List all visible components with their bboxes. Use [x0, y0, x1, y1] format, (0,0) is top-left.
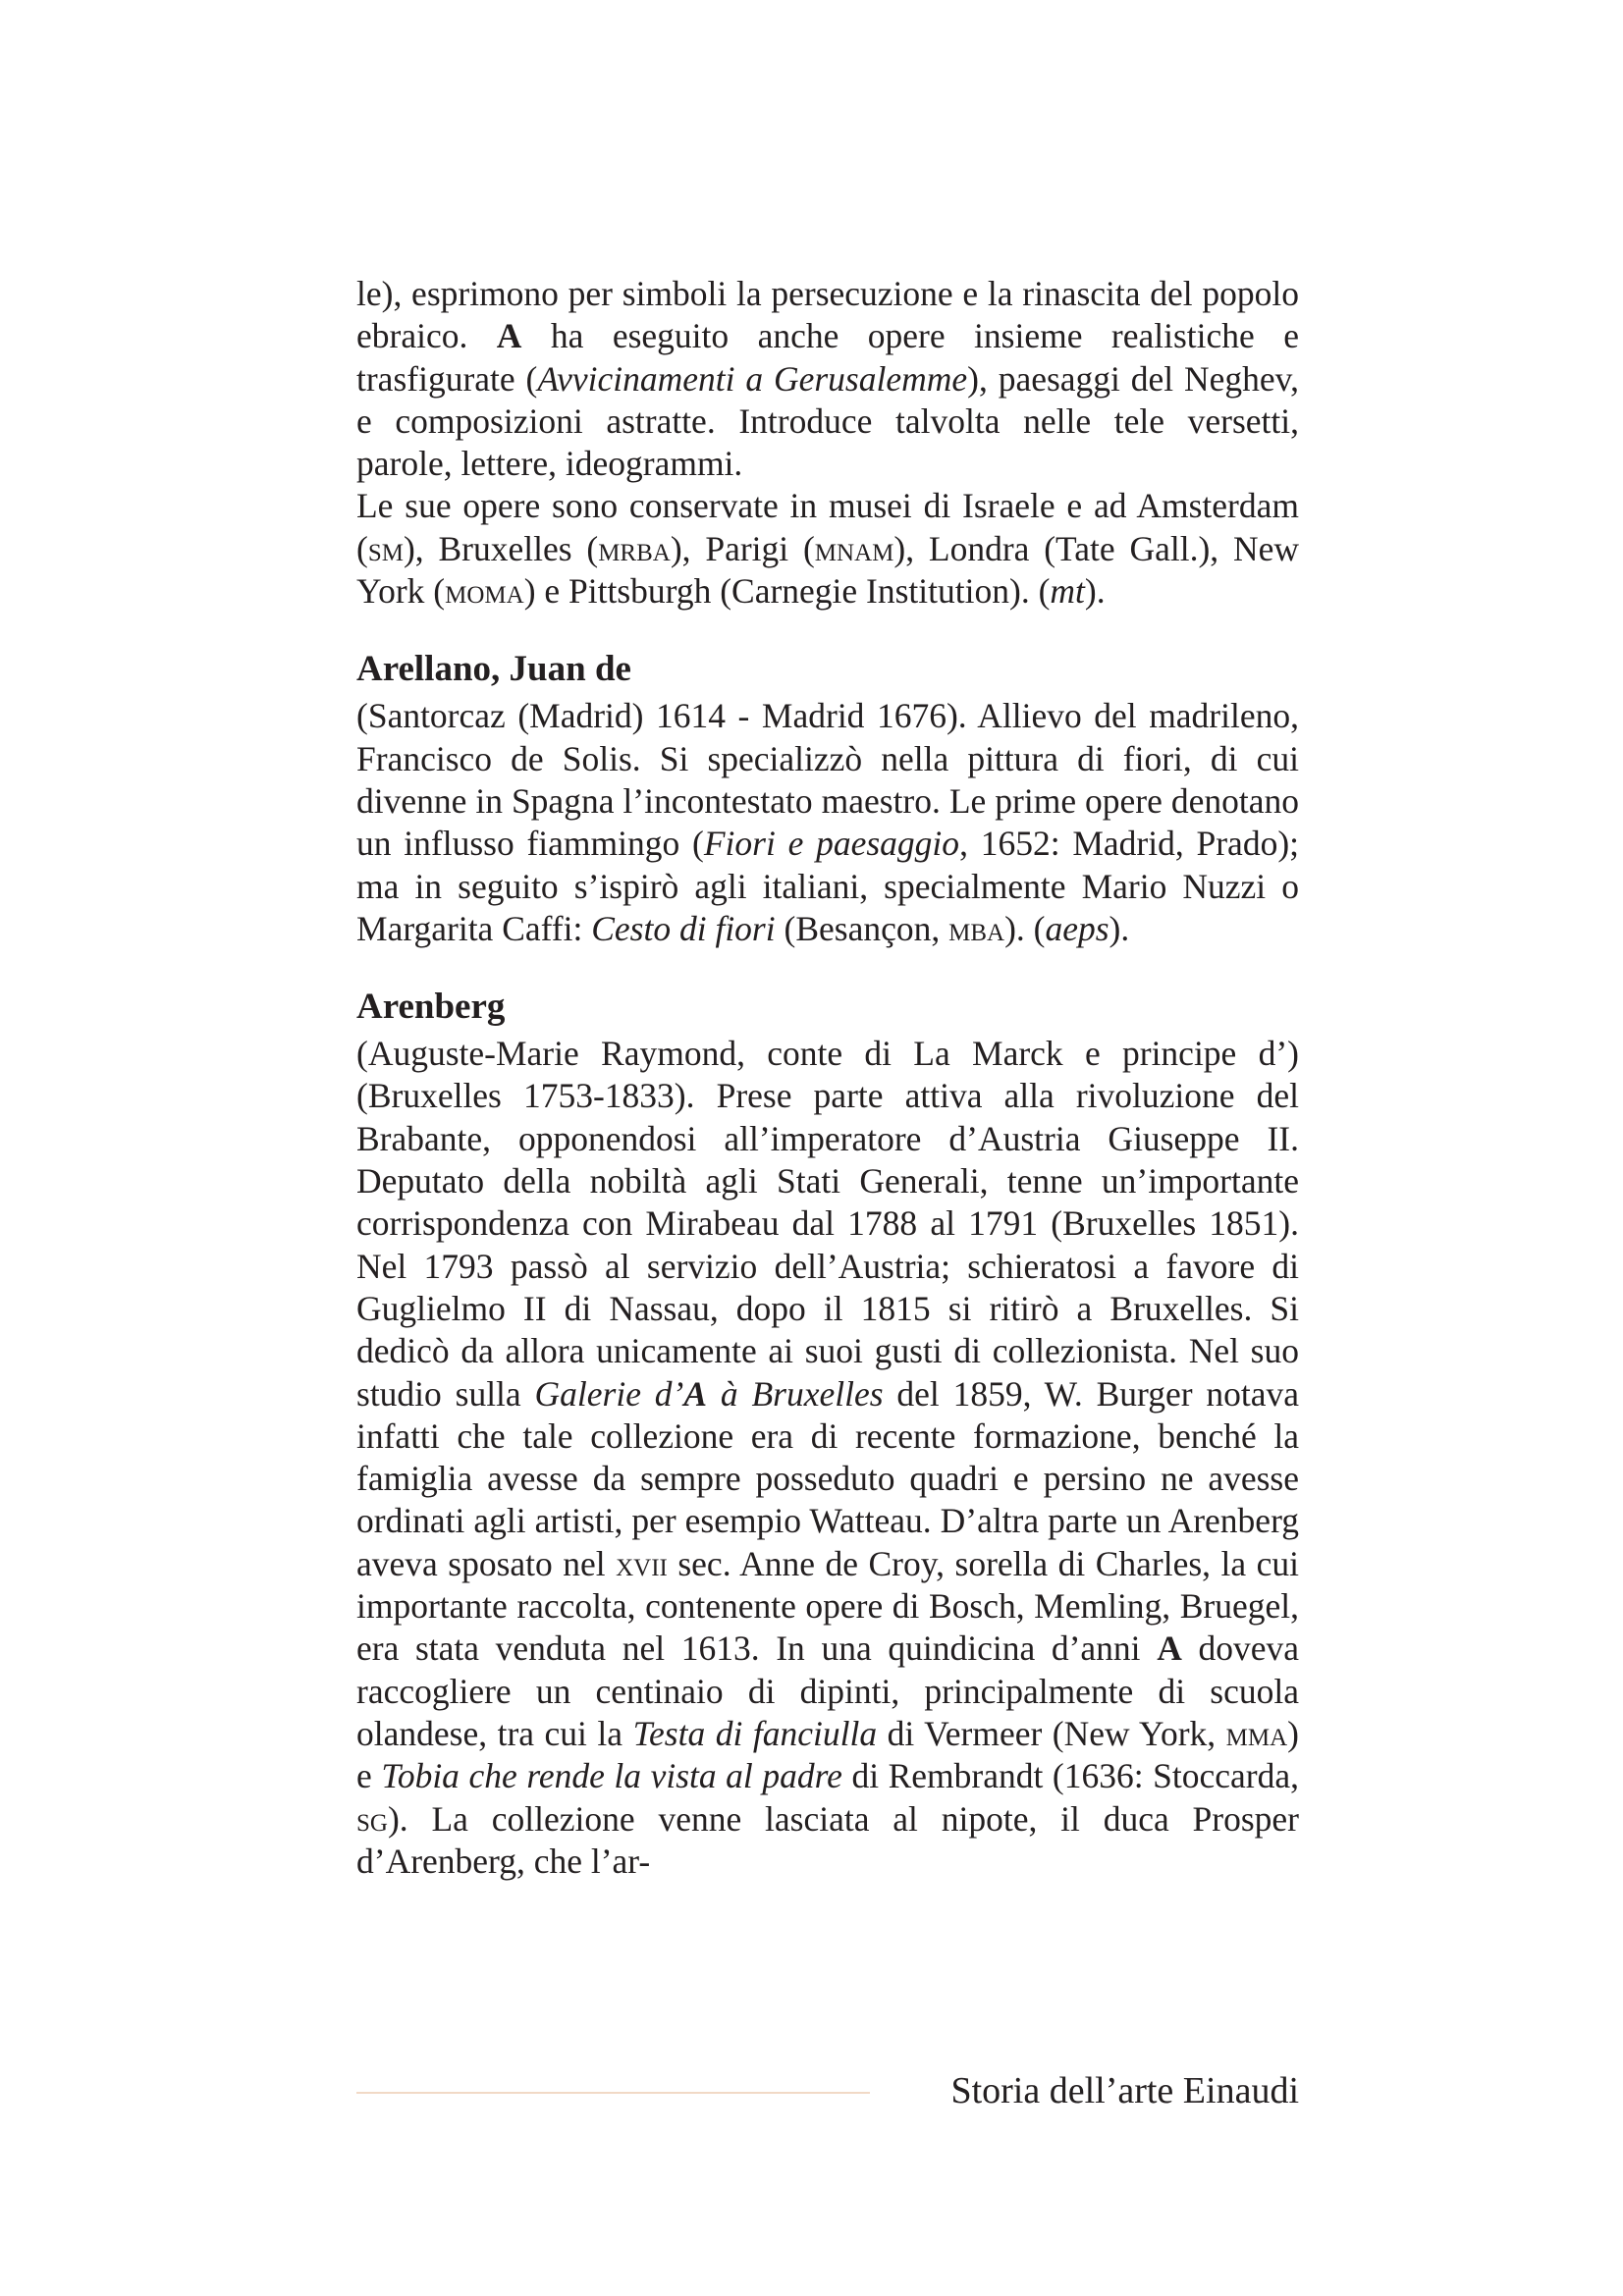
museums-paragraph: Le sue opere sono conservate in musei di Israele e ad Amsterdam (sm), Bruxelles (mrba), Parigi (mnam), Londra (Tate Gall.), New York (moma) e Pittsburgh (Carnegie Institution). (mt).	[356, 486, 1299, 612]
entry-title-arenberg: Arenberg	[356, 987, 506, 1028]
continuation-paragraph: le), esprimono per simboli la persecuzione e la rinascita del popolo ebraico. A ha eseguito anche opere insieme realistiche e trasfigurate (Avvicinamenti a Gerusalemme), paesaggi del Neghev, e composizioni astratte. Introduce talvolta nelle tele versetti, parole, lettere, ideogrammi.	[356, 274, 1299, 484]
artwork-title: Tobia che rende la vista al padre	[381, 1756, 842, 1796]
artwork-title: Fiori e paesaggio	[703, 824, 960, 864]
page-footer	[356, 2066, 1299, 2115]
artwork-title: Testa di fanciulla	[632, 1713, 878, 1753]
entry-abbreviation: A	[1157, 1629, 1182, 1669]
museum-abbreviation: mnam	[814, 528, 894, 568]
artwork-title: Cesto di fiori	[591, 908, 776, 948]
page-body	[356, 273, 1299, 1883]
entry-abbreviation: A	[496, 316, 522, 356]
museum-abbreviation: sg	[356, 1798, 388, 1839]
museum-abbreviation: moma	[445, 571, 524, 612]
museum-abbreviation: sm	[367, 528, 404, 568]
footer-rule	[356, 2092, 870, 2094]
museum-abbreviation: mba	[948, 908, 1005, 948]
entry-abbreviation: A	[683, 1373, 708, 1414]
museum-abbreviation: mma	[1225, 1713, 1288, 1753]
author-initials: aeps	[1045, 908, 1109, 948]
museum-abbreviation: mrba	[598, 528, 671, 568]
entry-body-arellano: (Santorcaz (Madrid) 1614 - Madrid 1676). Allievo del madrileno, Francisco de Solis. Si specializzò nella pittura di fiori, di cui divenne in Spagna l’incontestato maestro. Le prime opere denotano un influsso fiammingo (Fiori e paesaggio, 1652: Madrid, Prado); ma in seguito s’ispirò agli italiani, specialmente Mario Nuzzi o Margarita Caffi: Cesto di fiori (Besançon, mba). (aeps).	[356, 696, 1299, 948]
artwork-title: Avvicinamenti a Gerusalemme	[537, 358, 968, 399]
author-initials: mt	[1050, 571, 1085, 612]
century-numeral: xvii	[616, 1543, 668, 1583]
entry-title-arellano: Arellano, Juan de	[356, 649, 631, 690]
entry-body-arenberg: (Auguste-Marie Raymond, conte di La Marck e principe d’) (Bruxelles 1753-1833). Prese parte attiva alla rivoluzione del Brabante, opponendosi all’imperatore d’Austria Giuseppe II. Deputato della nobiltà agli Stati Generali, tenne un’importante corrispondenza con Mirabeau dal 1788 al 1791 (Bruxelles 1851). Nel 1793 passò al servizio dell’Austria; schieratosi a favore di Guglielmo II di Nassau, dopo il 1815 si ritirò a Bruxelles. Si dedicò da allora unicamente ai suoi gusti di collezionista. Nel suo studio sulla Galerie d’A à Bruxelles del 1859, W. Burger notava infatti che tale collezione era di recente formazione, benché la famiglia avesse da sempre posseduto quadri e persino ne avesse ordinati agli artisti, per esempio Watteau. D’altra parte un Arenberg aveva sposato nel xvii sec. Anne de Croy, sorella di Charles, la cui importante raccolta, contenente opere di Bosch, Memling, Bruegel, era stata venduta nel 1613. In una quindicina d’anni A doveva raccogliere un centinaio di dipinti, principalmente di scuola olandese, tra cui la Testa di fanciulla di Vermeer (New York, mma) e Tobia che rende la vista al padre di Rembrandt (1636: Stoccarda, sg). La collezione venne lasciata al nipote, il duca Prosper d’Arenberg, che l’ar-	[356, 1034, 1300, 1881]
book-title: Galerie d’A à Bruxelles	[534, 1373, 884, 1414]
footer-title: Storia dell’arte Einaudi	[950, 2070, 1299, 2111]
